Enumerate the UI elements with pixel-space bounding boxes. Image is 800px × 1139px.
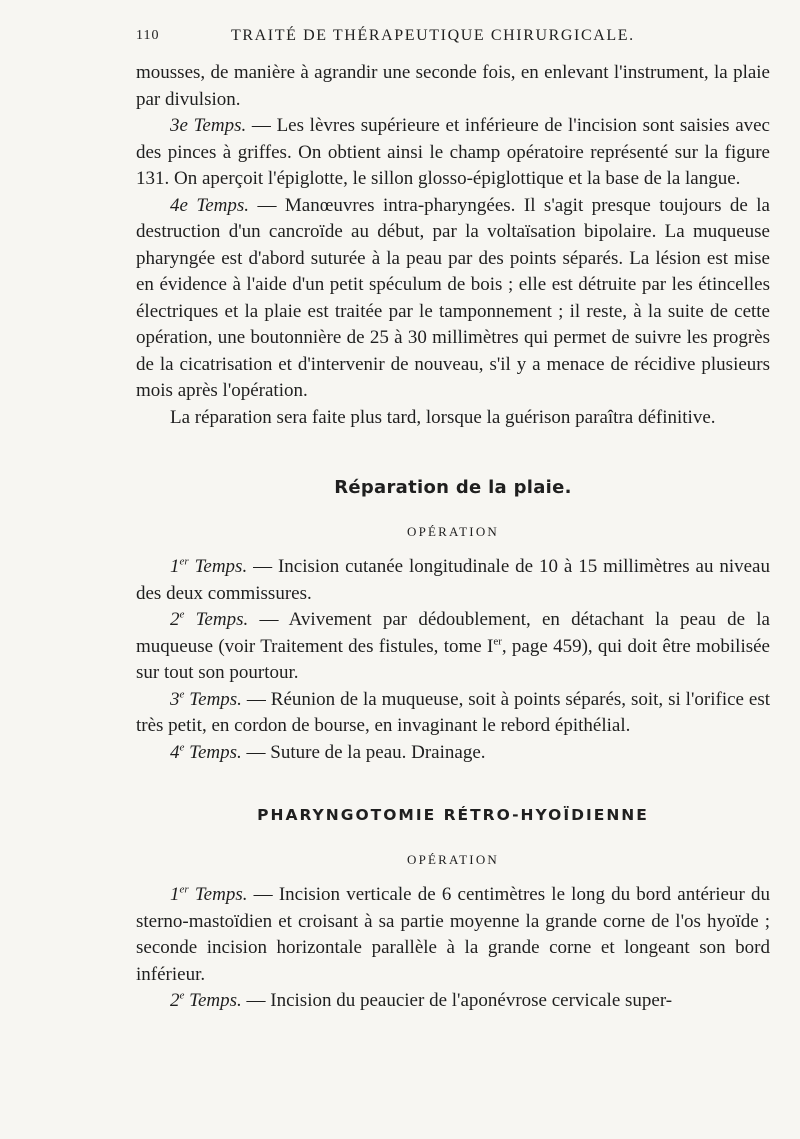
running-title: TRAITÉ DE THÉRAPEUTIQUE CHIRURGICALE. [231,27,635,44]
paragraph-temps-4 [136,193,770,405]
paragraph-temps-2 [136,607,770,687]
paragraph-temps-1 [136,882,770,988]
running-head [136,22,776,48]
paragraph-continuation [136,60,770,113]
paragraph-text: — Réunion de la muqueuse, soit à points séparés, soit, si l'orifice est très petit, en cordon de bourse, en invaginant le rebord épithélial. [136,688,770,736]
paragraph-text: — Incision cutanée longitudinale de 10 à 15 millimètres au niveau des deux commissures. [136,556,770,604]
paragraph-temps-2 [136,988,770,1015]
section-subtitle-operation: OPÉRATION [406,852,500,867]
paragraph-text: — Avivement par dédoublement, en détachant la peau de la muqueuse (voir Traitement des fistules, tome I [136,609,770,657]
section-subtitle-operation: OPÉRATION [406,524,500,539]
section-title-reparation: Réparation de la plaie. [334,477,572,498]
temps-label: 4e Temps. [170,741,242,763]
paragraph-text: — Incision du peaucier de l'aponévrose cervicale super- [241,990,673,1011]
temps-label: 2e Temps. [170,989,242,1011]
paragraph-text: — Manœuvres intra-pharyngées. Il s'agit presque toujours de la destruction d'un cancroïde au début, par la voltaïsation bipolaire. La muqueuse pharyngée est d'abord suturée à la peau par des points séparés. La lésion est mise en évidence à l'aide d'un petit spéculum de bois ; elle est détruite par les étincelles électriques et la plaie est traitée par le tamponnement ; il reste, à la suite de cette opération, une boutonnière de 25 à 30 millimètres qui permet de suivre les progrès de la cicatrisation et d'intervenir de nouveau, s'il y a menace de récidive plusieurs mois après l'opération. [136,194,770,401]
temps-label: 1er Temps. [170,555,248,577]
paragraph-text: — Incision verticale de 6 centimètres le long du bord antérieur du sterno-mastoïdien et croisant à sa partie moyenne la grande corne de l'os hyoïde ; seconde incision horizontale parallèle à la grande corne et longeant son bord inférieur. [136,884,770,985]
paragraph-text: La réparation sera faite plus tard, lorsque la guérison paraîtra définitive. [170,406,716,428]
section-title-pharyngotomie: PHARYNGOTOMIE RÉTRO-HYOÏDIENNE [257,806,649,824]
temps-label: 3e Temps. [170,115,247,136]
paragraph-temps-4 [136,740,770,767]
paragraph-temps-3 [136,113,770,193]
paragraph-reparation [136,405,770,432]
paragraph-text: — Suture de la peau. Drainage. [241,741,486,763]
paragraph-temps-1 [136,554,770,607]
paragraph-text: mousses, de manière à agrandir une seconde fois, en enlevant l'instrument, la plaie par divulsion. [136,62,770,110]
temps-label: 3e Temps. [170,688,242,710]
paragraph-temps-3 [136,687,770,740]
tome-superscript: er [493,635,502,648]
temps-label: 1er Temps. [170,883,248,905]
temps-label: 4e Temps. [170,194,249,216]
temps-label: 2e Temps. [170,608,249,630]
paragraph-text: , page 459), qui doit être mobilisée sur tout son pourtour. [136,635,770,683]
page-body [136,60,770,1015]
page-number: 110 [136,28,160,43]
paragraph-text: — Les lèvres supérieure et inférieure de l'incision sont saisies avec des pinces à griffes. On obtient ainsi le champ opératoire représenté sur la figure 131. On aperçoit l'épiglotte, le sillon glosso-épiglottique et la base de la langue. [136,115,770,189]
